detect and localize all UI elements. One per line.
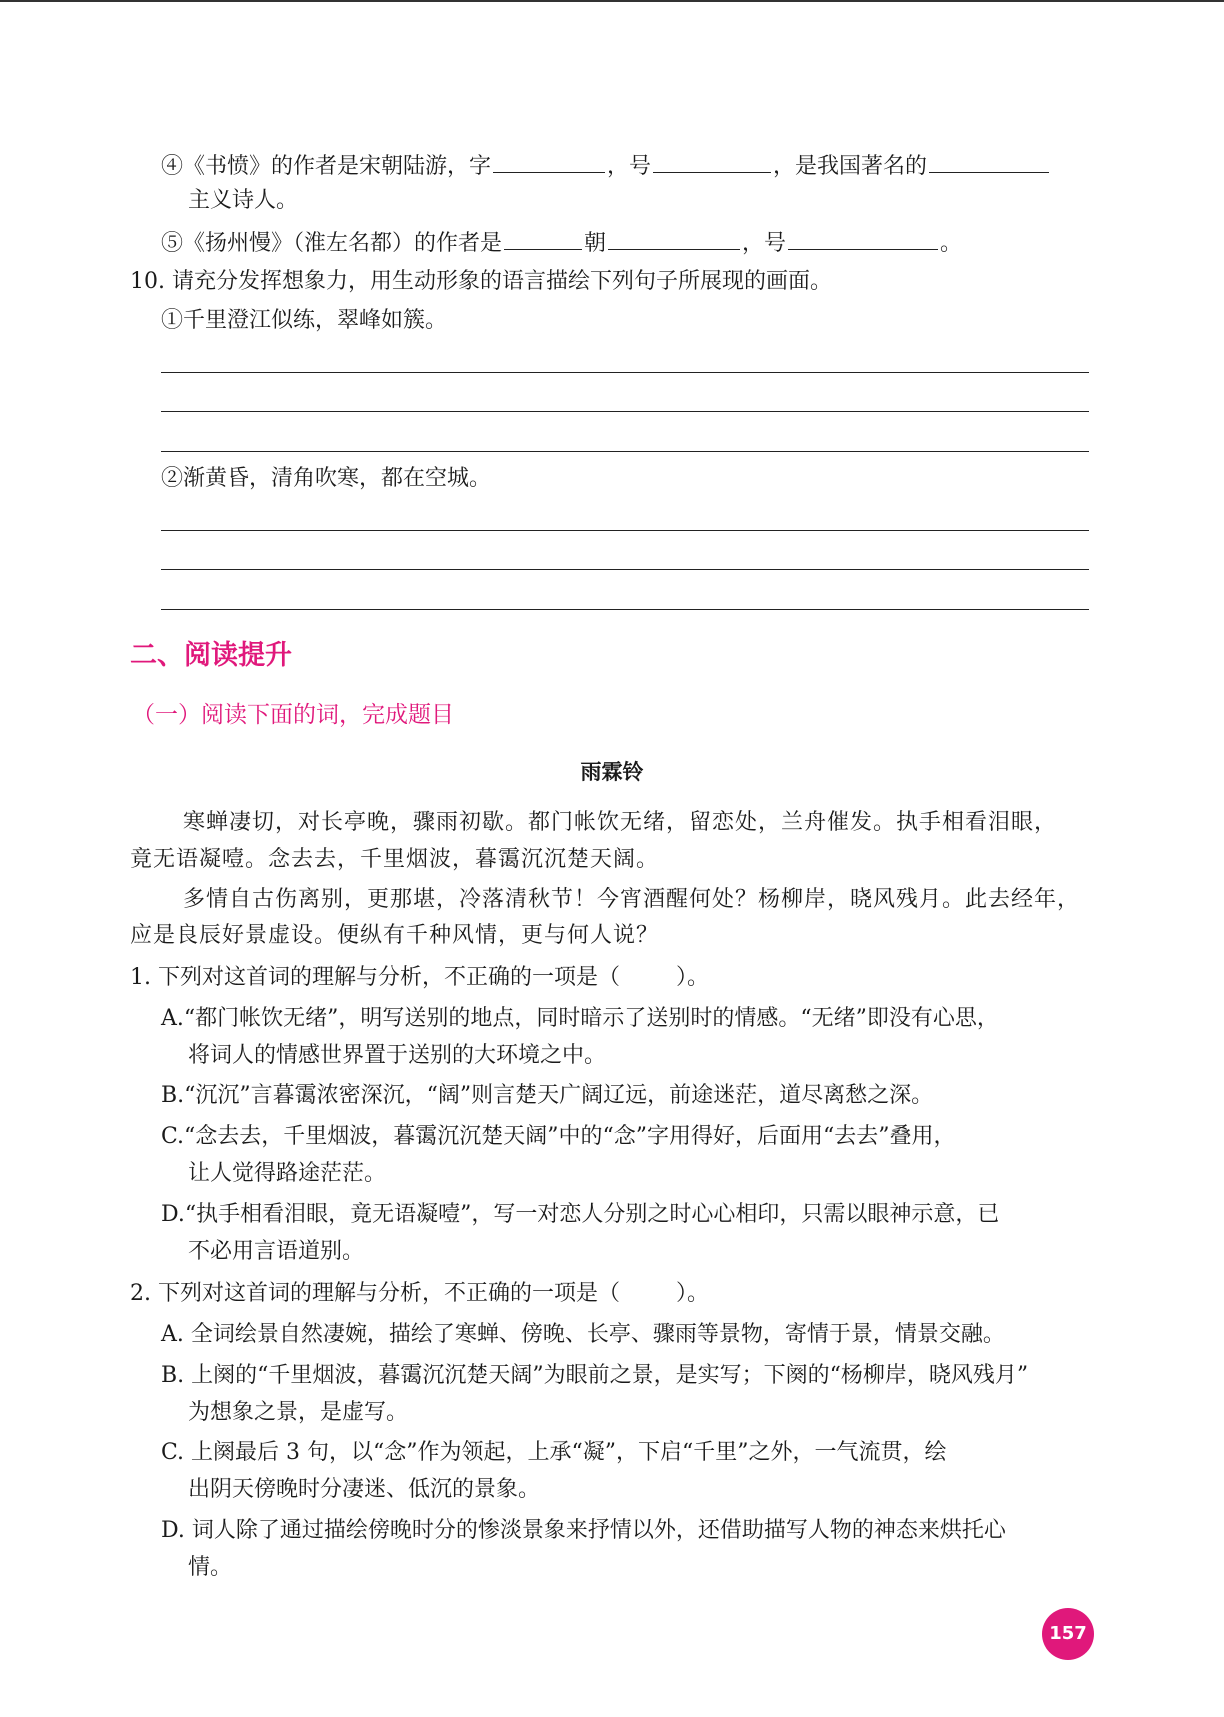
option-a: A.“都门帐饮无绪”，明写送别的地点，同时暗示了送别时的情感。“无绪”即没有心思， [161, 1006, 999, 1031]
option-d-cont: 情。 [188, 1555, 233, 1580]
question-4 [161, 150, 1051, 183]
question-10-sentence-2: ②渐黄昏，清角吹寒，都在空城。 [161, 466, 492, 491]
answer-blank[interactable] [929, 150, 1049, 173]
option-b: B.“沉沉”言暮霭浓密深沉，“阔”则言楚天广阔辽远，前途迷茫，道尽离愁之深。 [161, 1083, 934, 1108]
option-c-cont: 出阴天傍晚时分凄迷、低沉的景象。 [188, 1477, 541, 1502]
page-number: 157 [1042, 1608, 1094, 1660]
answer-blank[interactable] [504, 227, 582, 250]
answer-blank[interactable] [788, 227, 938, 250]
option-b-cont: 为想象之景，是虚写。 [188, 1400, 409, 1425]
question-5 [161, 227, 962, 260]
option-c: C. 上阕最后 3 句，以“念”作为领起，上承“凝”，下启“千里”之外，一气流贯，绘 [161, 1440, 947, 1465]
section-title: 二、阅读提升 [130, 640, 292, 671]
answer-line[interactable] [161, 411, 1089, 412]
option-a-cont: 将词人的情感世界置于送别的大环境之中。 [188, 1043, 607, 1068]
question-2-stem-end: ）。 [676, 1281, 710, 1306]
question-1-stem [130, 962, 709, 994]
question-4-text-c: ，是我国著名的 [773, 154, 928, 179]
question-5-text-b: 朝 [584, 231, 607, 256]
poem-line: 应是良辰好景虚设。便纵有千种风情，更与何人说？ [130, 923, 660, 948]
answer-line[interactable] [161, 569, 1089, 570]
section-subtitle: （一）阅读下面的词，完成题目 [132, 702, 454, 728]
answer-blank[interactable] [493, 150, 605, 173]
top-border [0, 0, 1224, 2]
answer-line[interactable] [161, 530, 1089, 531]
question-4-cont: 主义诗人。 [188, 188, 299, 213]
question-4-text-b: ，号 [607, 154, 652, 179]
option-b: B. 上阕的“千里烟波，暮霭沉沉楚天阔”为眼前之景，是实写；下阕的“杨柳岸，晓风残月” [161, 1363, 1029, 1388]
poem-line: 竟无语凝噎。念去去，千里烟波，暮霭沉沉楚天阔。 [130, 847, 660, 872]
answer-line[interactable] [161, 451, 1089, 452]
option-a: A. 全词绘景自然凄婉，描绘了寒蝉、傍晚、长亭、骤雨等景物，寄情于景，情景交融。 [161, 1322, 1005, 1347]
option-c: C.“念去去，千里烟波，暮霭沉沉楚天阔”中的“念”字用得好，后面用“去去”叠用， [161, 1124, 956, 1149]
poem-line: 寒蝉凄切，对长亭晚，骤雨初歇。都门帐饮无绪，留恋处，兰舟催发。执手相看泪眼， [183, 810, 1058, 835]
question-4-text-a: ④《书愤》的作者是宋朝陆游，字 [161, 154, 492, 179]
option-d: D.“执手相看泪眼，竟无语凝噎”，写一对恋人分别之时心心相印，只需以眼神示意，已 [161, 1202, 1000, 1227]
option-d-cont: 不必用言语道别。 [188, 1239, 365, 1264]
option-d: D. 词人除了通过描绘傍晚时分的惨淡景象来抒情以外，还借助描写人物的神态来烘托心 [161, 1518, 1006, 1543]
question-2-stem [130, 1278, 709, 1310]
question-1-stem-end: ）。 [676, 965, 710, 990]
poem-title: 雨霖铃 [580, 760, 644, 784]
question-5-text-c: ，号 [742, 231, 787, 256]
question-2-stem-text: 2. 下列对这首词的理解与分析，不正确的一项是（ [130, 1281, 620, 1306]
question-1-stem-text: 1. 下列对这首词的理解与分析，不正确的一项是（ [130, 965, 620, 990]
answer-line[interactable] [161, 609, 1089, 610]
question-10-sentence-1: ①千里澄江似练，翠峰如簇。 [161, 308, 448, 333]
poem-line: 多情自古伤离别，更那堪，冷落清秋节！今宵酒醒何处？杨柳岸，晓风残月。此去经年， [183, 887, 1081, 912]
question-10-stem: 10. 请充分发挥想象力，用生动形象的语言描绘下列句子所展现的画面。 [130, 269, 832, 294]
question-5-text-a: ⑤《扬州慢》（淮左名都）的作者是 [161, 231, 503, 256]
answer-line[interactable] [161, 372, 1089, 373]
option-c-cont: 让人觉得路途茫茫。 [188, 1161, 387, 1186]
answer-blank[interactable] [653, 150, 771, 173]
answer-blank[interactable] [608, 227, 740, 250]
question-5-text-d: 。 [940, 231, 963, 256]
